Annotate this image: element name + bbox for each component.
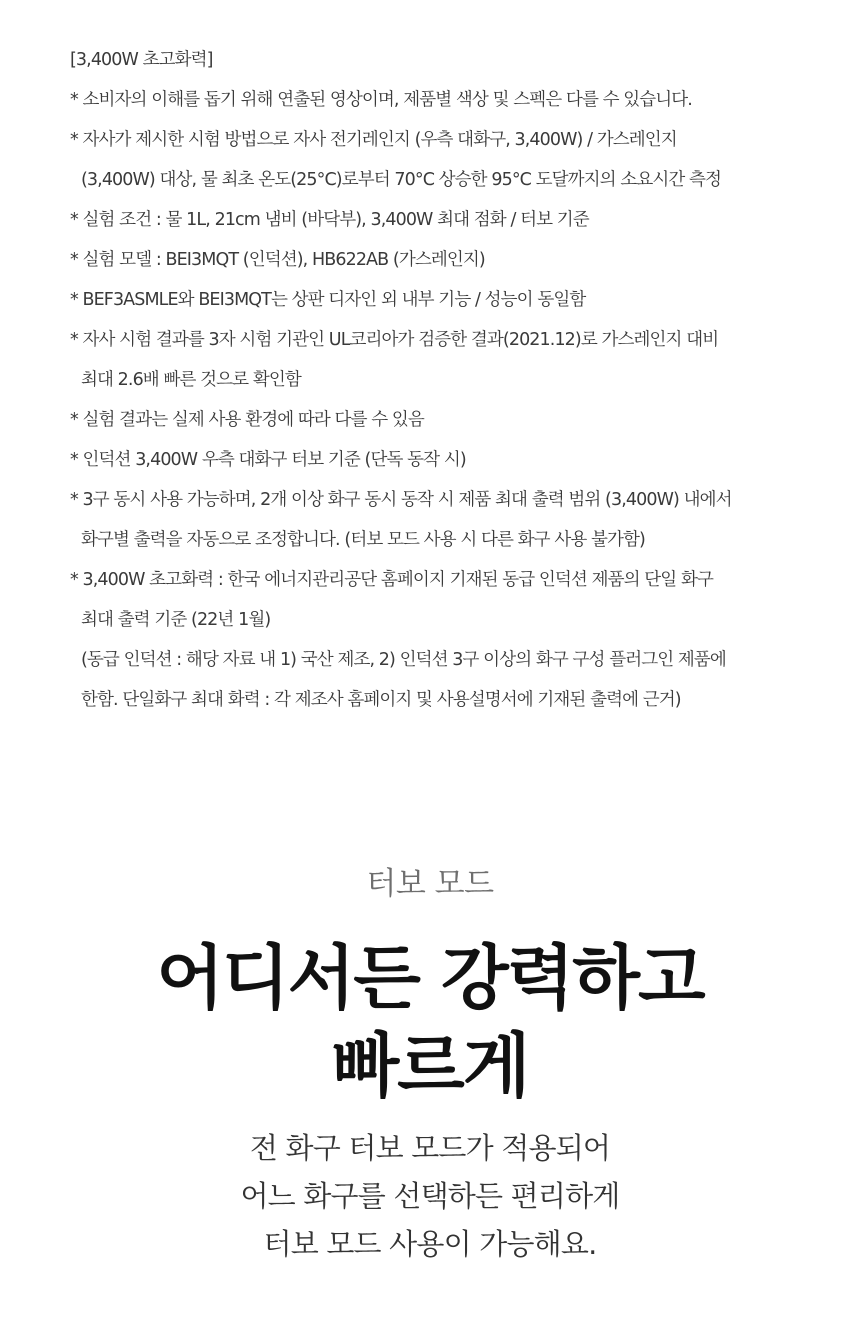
note-line: * 인덕션 3,400W 우측 대화구 터보 기준 (단독 동작 시) <box>70 450 466 470</box>
note-line: * 소비자의 이해를 돕기 위해 연출된 영상이며, 제품별 색상 및 스펙은 다를 수 있습니다. <box>70 90 692 110</box>
note-line: * 실험 모델 : BEI3MQT (인덕션), HB622AB (가스레인지) <box>70 250 485 270</box>
description-line: 터보 모드 사용이 가능해요. <box>263 1227 597 1261</box>
note-line: (동급 인덕션 : 해당 자료 내 1) 국산 제조, 2) 인덕션 3구 이상의 화구 구성 플러그인 제품에 <box>81 650 726 670</box>
note-line: 최대 출력 기준 (22년 1월) <box>81 610 271 630</box>
note-line: [3,400W 초고화력] <box>70 50 213 70</box>
turbo-mode-section <box>0 856 860 1268</box>
note-line: * 실험 조건 : 물 1L, 21cm 냄비 (바닥부), 3,400W 최대 점화 / 터보 기준 <box>70 210 589 230</box>
description-line: 어느 화구를 선택하든 편리하게 <box>240 1179 620 1213</box>
note-line: * 자사 시험 결과를 3자 시험 기관인 UL코리아가 검증한 결과(2021.12)로 가스레인지 대비 <box>70 330 719 350</box>
disclaimer-notes <box>70 40 830 720</box>
headline-line: 빠르게 <box>331 1025 529 1107</box>
note-line: * 3구 동시 사용 가능하며, 2개 이상 화구 동시 동작 시 제품 최대 출력 범위 (3,400W) 내에서 <box>70 490 732 510</box>
note-line: (3,400W) 대상, 물 최초 온도(25°C)로부터 70°C 상승한 95°C 도달까지의 소요시간 측정 <box>81 170 722 190</box>
description-line: 전 화구 터보 모드가 적용되어 <box>249 1131 611 1165</box>
note-line: 최대 2.6배 빠른 것으로 확인함 <box>81 370 301 390</box>
headline-line: 어디서든 강력하고 <box>156 937 704 1019</box>
note-line: * 실험 결과는 실제 사용 환경에 따라 다를 수 있음 <box>70 410 424 430</box>
note-line: * 자사가 제시한 시험 방법으로 자사 전기레인지 (우측 대화구, 3,400W) / 가스레인지 <box>70 130 677 150</box>
note-line: 화구별 출력을 자동으로 조정합니다. (터보 모드 사용 시 다른 화구 사용 불가함) <box>81 530 645 550</box>
section-description <box>0 1124 860 1268</box>
note-line: * 3,400W 초고화력 : 한국 에너지관리공단 홈페이지 기재된 동급 인덕션 제품의 단일 화구 <box>70 570 713 590</box>
section-headline <box>0 934 860 1110</box>
section-eyebrow: 터보 모드 <box>366 866 494 902</box>
note-line: * BEF3ASMLE와 BEI3MQT는 상판 디자인 외 내부 기능 / 성능이 동일함 <box>70 290 586 310</box>
note-line: 한함. 단일화구 최대 화력 : 각 제조사 홈페이지 및 사용설명서에 기재된 출력에 근거) <box>81 690 681 710</box>
